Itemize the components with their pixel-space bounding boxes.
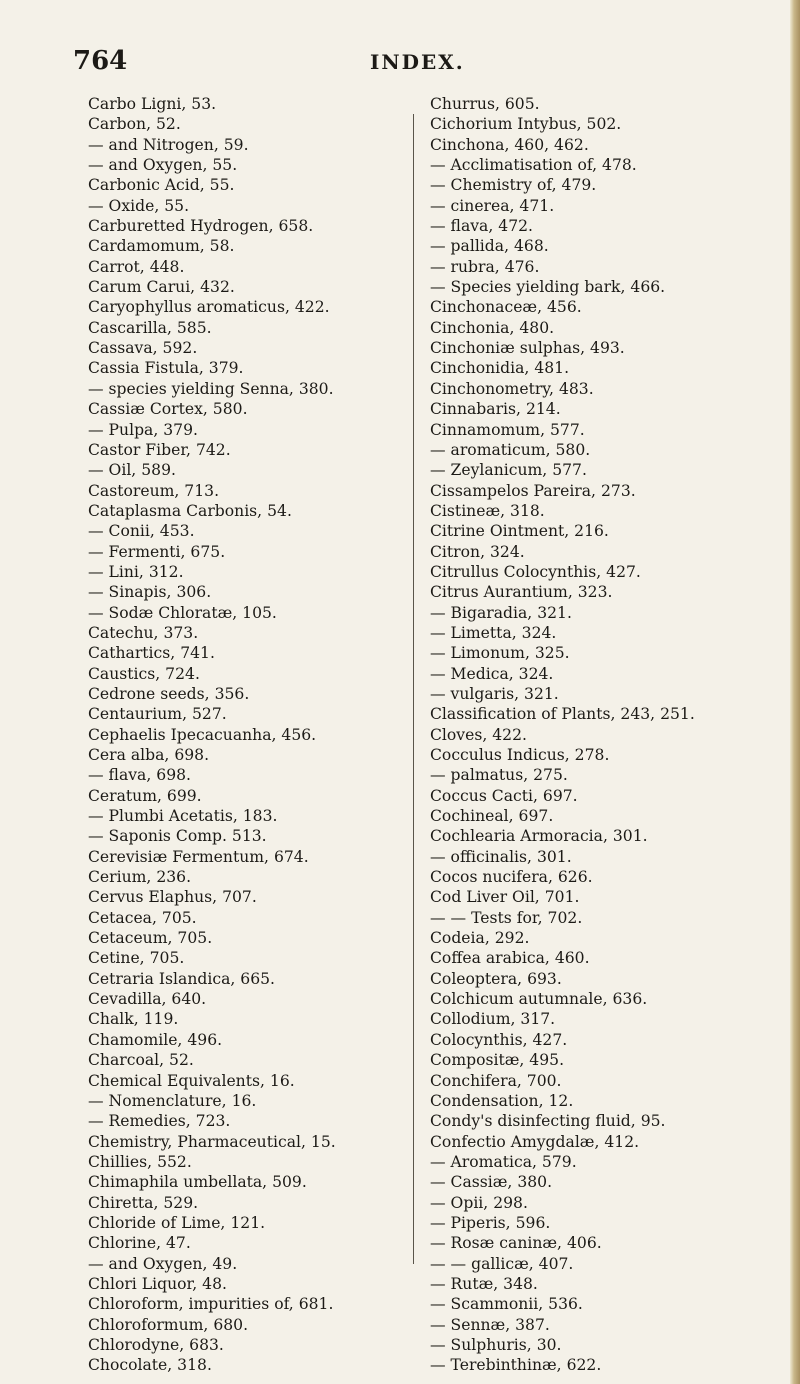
index-entry: Centaurium, 527. bbox=[88, 705, 227, 724]
index-entry: Cerevisiæ Fermentum, 674. bbox=[88, 847, 309, 866]
index-entry: Classification of Plants, 243, 251. bbox=[430, 705, 695, 724]
index-entry: Cetraria Islandica, 665. bbox=[88, 969, 275, 988]
index-entry: Chiretta, 529. bbox=[88, 1193, 199, 1212]
index-entry: Confectio Amygdalæ, 412. bbox=[430, 1132, 640, 1151]
index-entry: Castor Fiber, 742. bbox=[88, 440, 231, 459]
index-entry: Cinchonometry, 483. bbox=[430, 379, 594, 398]
index-entry: — Plumbi Acetatis, 183. bbox=[88, 807, 278, 826]
index-entry: Cataplasma Carbonis, 54. bbox=[88, 501, 292, 520]
index-entry: Cochineal, 697. bbox=[430, 807, 554, 826]
index-entry: Cinnabaris, 214. bbox=[430, 400, 561, 419]
index-column-left bbox=[88, 94, 408, 1376]
index-entry: — and Oxygen, 55. bbox=[88, 156, 238, 175]
index-entry: — and Nitrogen, 59. bbox=[88, 135, 249, 154]
index-entry: Cetacea, 705. bbox=[88, 908, 197, 927]
index-entry: Catechu, 373. bbox=[88, 623, 199, 642]
index-entry: Chloroform, impurities of, 681. bbox=[88, 1295, 334, 1314]
index-entry: — Bigaradia, 321. bbox=[430, 603, 572, 622]
index-entry: Caryophyllus aromaticus, 422. bbox=[88, 298, 330, 317]
index-entry: Citron, 324. bbox=[430, 542, 525, 561]
index-entry: — flava, 472. bbox=[430, 217, 533, 236]
page-number: 764 bbox=[73, 46, 128, 76]
index-entry: Ceratum, 699. bbox=[88, 786, 202, 805]
index-entry: Citrus Aurantium, 323. bbox=[430, 583, 613, 602]
index-entry: Charcoal, 52. bbox=[88, 1051, 194, 1070]
index-entry: Churrus, 605. bbox=[430, 95, 540, 113]
index-entry: — Sennæ, 387. bbox=[430, 1315, 550, 1334]
index-entry: — pallida, 468. bbox=[430, 237, 549, 256]
index-entry: — Aromatica, 579. bbox=[430, 1152, 577, 1171]
index-entry: — species yielding Senna, 380. bbox=[88, 379, 334, 398]
index-entry: Conchifera, 700. bbox=[430, 1071, 562, 1090]
index-entry: Cera alba, 698. bbox=[88, 746, 210, 764]
index-entry: Chemical Equivalents, 16. bbox=[88, 1071, 295, 1090]
index-entry: Cinchoniæ sulphas, 493. bbox=[430, 339, 625, 358]
index-entry: Cochlearia Armoracia, 301. bbox=[430, 827, 648, 846]
index-entry: Cinchonaceæ, 456. bbox=[430, 298, 582, 317]
index-entry: Chocolate, 318. bbox=[88, 1356, 212, 1375]
index-entry: — Conii, 453. bbox=[88, 522, 195, 541]
index-entry: Chlori Liquor, 48. bbox=[88, 1274, 227, 1293]
index-entry: Collodium, 317. bbox=[430, 1010, 556, 1029]
index-entry: — — Tests for, 702. bbox=[430, 908, 583, 927]
index-entry: Coccus Cacti, 697. bbox=[430, 786, 578, 805]
index-entry: Chloride of Lime, 121. bbox=[88, 1213, 266, 1232]
index-entry: Chloroformum, 680. bbox=[88, 1315, 249, 1334]
index-entry: — — gallicæ, 407. bbox=[430, 1254, 574, 1273]
index-entry: Cissampelos Pareira, 273. bbox=[430, 481, 636, 500]
index-entry: Cocculus Indicus, 278. bbox=[430, 746, 610, 764]
index-entry: — Sulphuris, 30. bbox=[430, 1335, 562, 1354]
index-entry: Cinchonidia, 481. bbox=[430, 359, 570, 378]
index-entry: Cinnamomum, 577. bbox=[430, 420, 585, 439]
index-entry: Cephaelis Ipecacuanha, 456. bbox=[88, 725, 317, 744]
index-entry: Cassia Fistula, 379. bbox=[88, 359, 244, 378]
index-entry: — rubra, 476. bbox=[430, 257, 540, 276]
index-entry: — Sinapis, 306. bbox=[88, 583, 212, 602]
index-entry: Carbo Ligni, 53. bbox=[88, 95, 217, 113]
index-entry: Cistineæ, 318. bbox=[430, 501, 545, 520]
index-entry: — Limonum, 325. bbox=[430, 644, 570, 663]
index-entry: — palmatus, 275. bbox=[430, 766, 568, 785]
index-entry: Cod Liver Oil, 701. bbox=[430, 888, 580, 907]
index-entry: — Fermenti, 675. bbox=[88, 542, 226, 561]
index-entry: Codeia, 292. bbox=[430, 929, 530, 948]
index-entry: Cervus Elaphus, 707. bbox=[88, 888, 257, 907]
index-entry: Cetaceum, 705. bbox=[88, 929, 213, 948]
index-entry: Colchicum autumnale, 636. bbox=[430, 990, 648, 1009]
index-entry: Cinchona, 460, 462. bbox=[430, 135, 589, 154]
column-divider bbox=[413, 114, 414, 1264]
index-entry: — Acclimatisation of, 478. bbox=[430, 156, 637, 175]
index-entry: — Scammonii, 536. bbox=[430, 1295, 583, 1314]
index-entry: — Zeylanicum, 577. bbox=[430, 461, 587, 480]
index-entry: Condensation, 12. bbox=[430, 1091, 574, 1110]
index-entry: Colocynthis, 427. bbox=[430, 1030, 568, 1049]
index-entry: — and Oxygen, 49. bbox=[88, 1254, 238, 1273]
index-entry: Carum Carui, 432. bbox=[88, 278, 235, 297]
index-entry: — Chemistry of, 479. bbox=[430, 176, 597, 195]
index-entry: — Rosæ caninæ, 406. bbox=[430, 1234, 602, 1253]
index-entry: Cerium, 236. bbox=[88, 868, 192, 887]
index-entry: — Species yielding bark, 466. bbox=[430, 278, 666, 297]
index-entry: Cathartics, 741. bbox=[88, 644, 215, 663]
index-entry: Compositæ, 495. bbox=[430, 1051, 565, 1070]
index-entry: Castoreum, 713. bbox=[88, 481, 220, 500]
index-entry: Cassava, 592. bbox=[88, 339, 198, 358]
index-entry: — Rutæ, 348. bbox=[430, 1274, 538, 1293]
index-entry: — Remedies, 723. bbox=[88, 1112, 231, 1131]
index-entry: Cetine, 705. bbox=[88, 949, 185, 968]
index-entry: Coffea arabica, 460. bbox=[430, 949, 590, 968]
index-entry: — Limetta, 324. bbox=[430, 623, 557, 642]
index-entry: — cinerea, 471. bbox=[430, 196, 555, 215]
page-edge bbox=[790, 0, 800, 1384]
index-column-right bbox=[430, 94, 790, 1376]
index-entry: — Nomenclature, 16. bbox=[88, 1091, 257, 1110]
running-head: INDEX. bbox=[370, 50, 465, 74]
index-entry: Cocos nucifera, 626. bbox=[430, 868, 593, 887]
index-entry: Chalk, 119. bbox=[88, 1010, 179, 1029]
index-entry: — Medica, 324. bbox=[430, 664, 554, 683]
index-entry: Cevadilla, 640. bbox=[88, 990, 207, 1009]
index-entry: Chlorine, 47. bbox=[88, 1234, 191, 1253]
index-entry: — Oil, 589. bbox=[88, 461, 176, 480]
index-entry: Cloves, 422. bbox=[430, 725, 527, 744]
index-entry: Cedrone seeds, 356. bbox=[88, 684, 250, 703]
index-entry: Citrullus Colocynthis, 427. bbox=[430, 562, 641, 581]
index-entry: — Piperis, 596. bbox=[430, 1213, 551, 1232]
index-entry: Cardamomum, 58. bbox=[88, 237, 235, 256]
index-entry: — vulgaris, 321. bbox=[430, 684, 559, 703]
index-entry: — Pulpa, 379. bbox=[88, 420, 198, 439]
index-entry: Chimaphila umbellata, 509. bbox=[88, 1173, 307, 1192]
index-entry: Chamomile, 496. bbox=[88, 1030, 223, 1049]
index-entry: Citrine Ointment, 216. bbox=[430, 522, 609, 541]
index-entry: Carbonic Acid, 55. bbox=[88, 176, 235, 195]
index-entry: — flava, 698. bbox=[88, 766, 191, 785]
index-entry: — Saponis Comp. 513. bbox=[88, 827, 267, 846]
index-entry: — aromaticum, 580. bbox=[430, 440, 591, 459]
index-entry: Cassiæ Cortex, 580. bbox=[88, 400, 248, 419]
index-entry: — Oxide, 55. bbox=[88, 196, 190, 215]
index-entry: Chlorodyne, 683. bbox=[88, 1335, 224, 1354]
index-entry: — officinalis, 301. bbox=[430, 847, 572, 866]
index-entry: Chemistry, Pharmaceutical, 15. bbox=[88, 1132, 336, 1151]
index-entry: Chillies, 552. bbox=[88, 1152, 192, 1171]
index-entry: Carrot, 448. bbox=[88, 257, 185, 276]
index-entry: Cascarilla, 585. bbox=[88, 318, 212, 337]
index-entry: — Lini, 312. bbox=[88, 562, 184, 581]
index-entry: — Opii, 298. bbox=[430, 1193, 528, 1212]
index-entry: — Sodæ Chloratæ, 105. bbox=[88, 603, 277, 622]
index-entry: — Cassiæ, 380. bbox=[430, 1173, 553, 1192]
index-entry: Cichorium Intybus, 502. bbox=[430, 115, 622, 134]
index-entry: Carbon, 52. bbox=[88, 115, 181, 134]
index-entry: Coleoptera, 693. bbox=[430, 969, 562, 988]
index-entry: Carburetted Hydrogen, 658. bbox=[88, 217, 314, 236]
index-entry: Cinchonia, 480. bbox=[430, 318, 555, 337]
index-entry: Caustics, 724. bbox=[88, 664, 200, 683]
index-entry: — Terebinthinæ, 622. bbox=[430, 1356, 602, 1375]
index-entry: Condy's disinfecting fluid, 95. bbox=[430, 1112, 666, 1131]
